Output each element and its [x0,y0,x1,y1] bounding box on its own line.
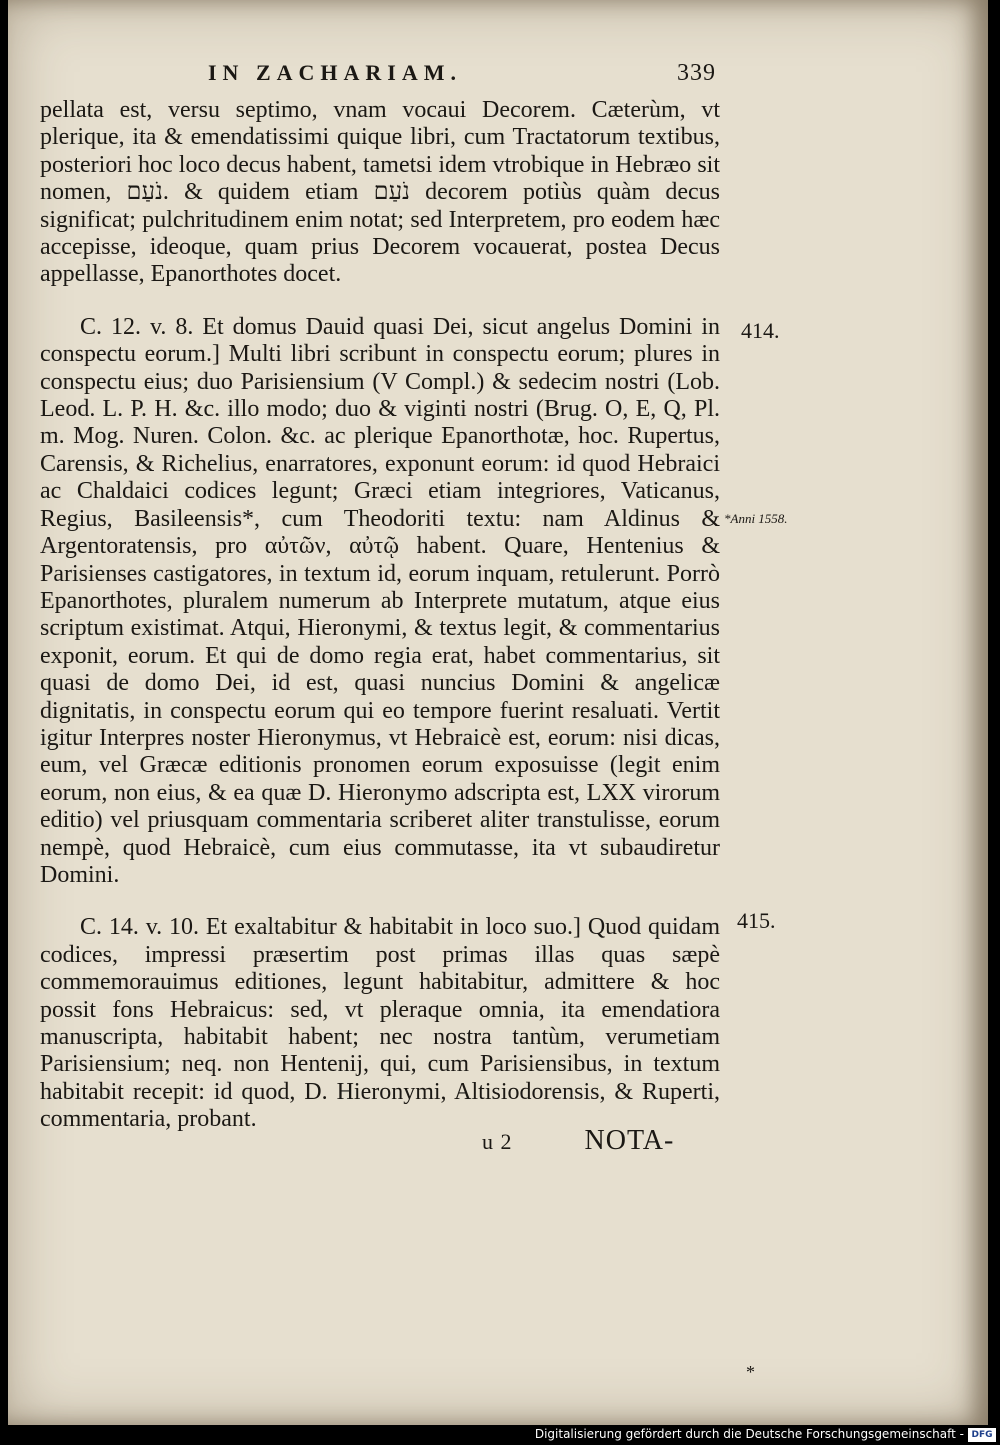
margin-note-415: 415. [737,908,776,933]
paragraph-annotation-415: C. 14. v. 10. Et exaltabitur & habitabit in loco suo.] Quod quidam codices, impressi præsertim post primas illas quas sæpè commemorauimus editiones, legunt habitabitur, admittere & hoc possit fons Hebraicus: sed, vt pleraque omnia, ita emendatiora manuscripta, habitabit habent; nec nostra tantùm, verumetiam Parisiensium; neq. non Hentenij, qui, cum Parisiensibus, in textum habitabit recepit: id quod, D. Hieronymi, Altisiodorensis, & Ruperti, commentaria, probant. [40,914,720,1133]
margin-note-anni: *Anni 1558. [724,511,788,526]
paragraph-annotation-414: C. 12. v. 8. Et domus Dauid quasi Dei, sicut angelus Domini in conspectu eorum.] Multi libri scribunt in conspectu eorum; plures in conspectu eius; duo Parisiensium (V Compl.) & sedecim nostri (Lob. Leod. L. P. H. &c. illo modo; duo & viginti nostri (Brug. O, E, Q, Pl. m. Mog. Nuren. Colon. &c. ac plerique Epanorthotæ, hoc. Rupertus, Carensis, & Richelius, enarratores, exponunt eorum: id quod Hebraici ac Chaldaici codices legunt; Græci etiam integriores, Vaticanus, Regius, Basileensis*, cum Theodoriti textu: nam Aldinus & Argentoratensis, pro αὐτῶν, αὐτῷ habent. Quare, Hentenius & Parisienses castigatores, in textum id, eorum inquam, retulerunt. Porrò Epanorthotes, pluralem numerum ab Interprete mutatum, atque eius scriptum existimat. Atqui, Hieronymi, & textus legit, & commentarius exponit, eorum. Et qui de domo regia erat, habet commentarius, sit quasi de domo Dei, id est, quasi nuncius Domini & angelicæ dignitatis, in conspectu eorum qui eo tempore fuerint resaluati. Vertit igitur Interpres noster Hieronymus, vt Hebraicè est, eorum: nisi dicas, eum, vel Græcæ editionis pronomen eorum exposuisse (legit enim eorum, non eius, & ea quæ D. Hieronymo adscripta est, LXX virorum editio) vel priusquam commentaria scriberet aliter transtulisse, eorum nempè, quod Hebraicè, cum eius commutasse, ita vt subaudiretur Domini. [40,313,720,888]
star-ornament: * [746,1362,755,1382]
paragraph-continued: pellata est, versu septimo, vnam vocaui Decorem. Cæterùm, vt plerique, ita & emendatissimi quique libri, cum Tractatorum textibus, posteriori hoc loco decus habent, tametsi idem vtrobique in Hebræo sit nomen, נֹעַם. & quidem etiam נֹעַם decorem potiùs quàm decus significat; pulchritudinem enim notat; sed Interpretem, pro eodem hæc accepisse, ideoque, quam prius Decorem vocauerat, postea Decus appellasse, Epanorthotes docet. [40,97,720,288]
margin-note-414: 414. [741,318,780,343]
catchword: NOTA- [584,1125,675,1156]
footer-bar [0,1425,1000,1445]
main-text-column [40,97,720,1134]
dfg-logo: DFG [968,1428,996,1442]
book-page [8,0,988,1425]
funding-credit: Digitalisierung gefördert durch die Deutsche Forschungsgemeinschaft - [534,1427,964,1441]
page-number: 339 [677,60,716,86]
catchword-line [482,1125,722,1159]
signature-mark: u 2 [482,1129,513,1154]
running-title: IN ZACHARIAM. [208,60,462,85]
